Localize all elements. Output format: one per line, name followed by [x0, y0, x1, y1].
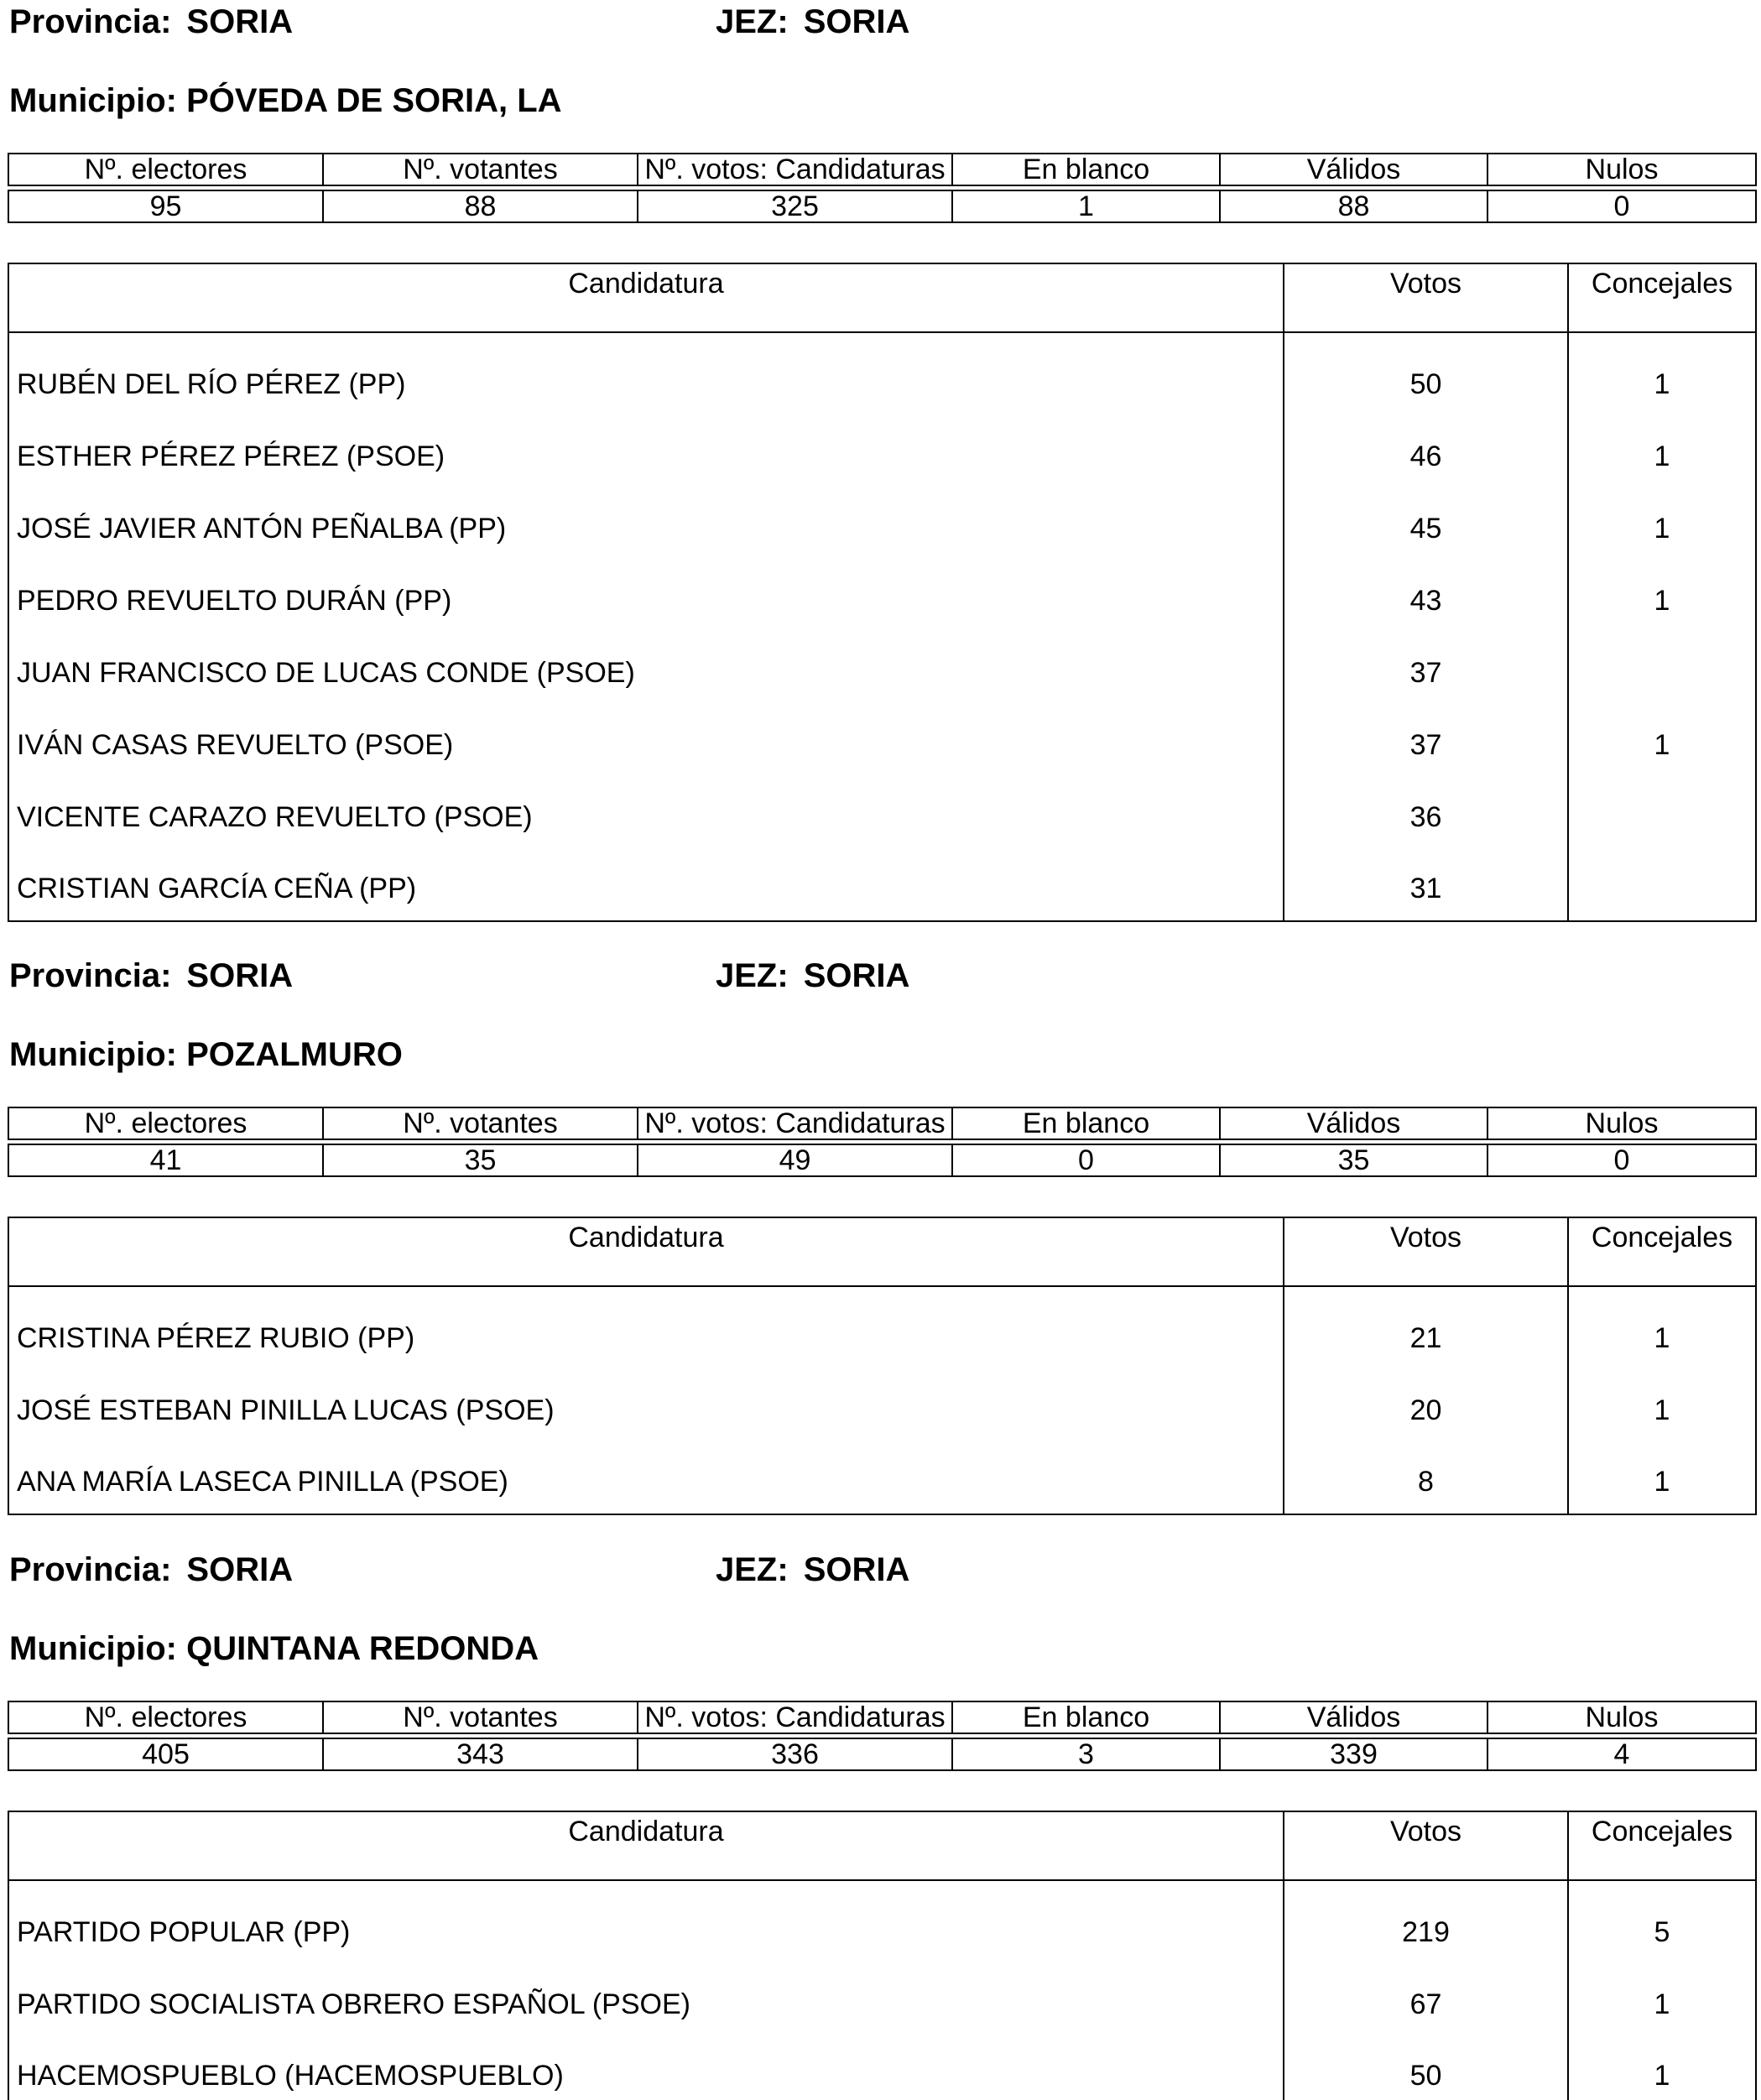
candidatura-header: Candidatura — [8, 1811, 1284, 1880]
votos-header: Votos — [1284, 263, 1568, 332]
candidate-name: ANA MARÍA LASECA PINILLA (PSOE) — [17, 1466, 508, 1498]
stats-value: 41 — [8, 1144, 323, 1176]
stats-header: Nº. electores — [8, 154, 323, 185]
stats-value: 4 — [1487, 1738, 1756, 1770]
candidate-votes: 20 — [1284, 1370, 1568, 1442]
stats-header: Nº. electores — [8, 1107, 323, 1139]
candidate-name: CRISTIAN GARCÍA CEÑA (PP) — [17, 873, 417, 904]
stats-table — [8, 153, 1757, 223]
candidate-row — [8, 633, 1756, 705]
stats-header: Nº. electores — [8, 1701, 323, 1733]
jez-line — [716, 1553, 909, 1587]
candidate-votes: 67 — [1284, 1964, 1568, 2036]
candidate-councillors: 1 — [1568, 2036, 1756, 2100]
stats-header: Nº. votos: Candidaturas — [638, 1107, 952, 1139]
candidate-councillors: 1 — [1568, 332, 1756, 416]
candidate-row — [8, 705, 1756, 777]
stats-value: 0 — [952, 1144, 1220, 1176]
candidate-councillors: 5 — [1568, 1880, 1756, 1964]
stats-value: 95 — [8, 190, 323, 222]
provincia-label: Provincia: — [9, 957, 172, 994]
provincia-line — [9, 1553, 293, 1587]
jez-label: JEZ: — [716, 3, 789, 40]
stats-header: Nº. votantes — [323, 1701, 638, 1733]
stats-value: 35 — [1220, 1144, 1487, 1176]
candidate-row — [8, 849, 1756, 921]
stats-header-row — [8, 1701, 1756, 1733]
candidate-votes: 50 — [1284, 332, 1568, 416]
candidate-name: RUBÉN DEL RÍO PÉREZ (PP) — [17, 368, 406, 400]
stats-header: Nº. votos: Candidaturas — [638, 154, 952, 185]
candidate-row — [8, 488, 1756, 560]
candidate-votes: 21 — [1284, 1286, 1568, 1370]
candidate-row — [8, 560, 1756, 633]
municipio-value: PÓVEDA DE SORIA, LA — [186, 82, 562, 119]
concejales-header: Concejales — [1568, 1811, 1756, 1880]
jez-value: SORIA — [803, 3, 910, 40]
candidate-votes: 50 — [1284, 2036, 1568, 2100]
concejales-header: Concejales — [1568, 1217, 1756, 1286]
jez-label: JEZ: — [716, 1551, 789, 1588]
stats-header: Válidos — [1220, 154, 1487, 185]
stats-value: 339 — [1220, 1738, 1487, 1770]
candidate-councillors — [1568, 777, 1756, 849]
concejales-header: Concejales — [1568, 263, 1756, 332]
stats-header: En blanco — [952, 154, 1220, 185]
candidate-councillors: 1 — [1568, 705, 1756, 777]
candidate-councillors: 1 — [1568, 488, 1756, 560]
candidates-table — [8, 263, 1757, 922]
candidate-votes: 45 — [1284, 488, 1568, 560]
provincia-line — [9, 5, 293, 39]
provincia-value: SORIA — [186, 3, 294, 40]
provincia-value: SORIA — [186, 1551, 294, 1588]
municipio-label: Municipio: — [9, 82, 177, 119]
municipio-value: QUINTANA REDONDA — [186, 1630, 539, 1667]
candidate-councillors — [1568, 849, 1756, 921]
candidate-row — [8, 1370, 1756, 1442]
candidates-header-row — [8, 1811, 1756, 1880]
stats-header: Nulos — [1487, 1107, 1756, 1139]
stats-value: 0 — [1487, 190, 1756, 222]
votos-header: Votos — [1284, 1217, 1568, 1286]
stats-header: Válidos — [1220, 1107, 1487, 1139]
stats-header: En blanco — [952, 1107, 1220, 1139]
candidate-name: ESTHER PÉREZ PÉREZ (PSOE) — [17, 440, 445, 472]
stats-value: 49 — [638, 1144, 952, 1176]
candidate-row — [8, 1964, 1756, 2036]
candidate-votes: 37 — [1284, 705, 1568, 777]
municipio-line — [9, 1038, 403, 1071]
municipio-line — [9, 1632, 539, 1665]
candidate-row — [8, 1880, 1756, 1964]
candidate-votes: 8 — [1284, 1442, 1568, 1514]
candidates-header-row — [8, 263, 1756, 332]
candidate-councillors: 1 — [1568, 1370, 1756, 1442]
stats-header: Nulos — [1487, 154, 1756, 185]
candidate-councillors: 1 — [1568, 416, 1756, 488]
stats-value: 405 — [8, 1738, 323, 1770]
candidate-name: PARTIDO SOCIALISTA OBRERO ESPAÑOL (PSOE) — [17, 1988, 690, 2020]
stats-value: 1 — [952, 190, 1220, 222]
municipio-line — [9, 84, 562, 117]
provincia-label: Provincia: — [9, 1551, 172, 1588]
candidate-row — [8, 416, 1756, 488]
candidate-name: CRISTINA PÉREZ RUBIO (PP) — [17, 1322, 415, 1354]
stats-value: 35 — [323, 1144, 638, 1176]
candidate-name: JUAN FRANCISCO DE LUCAS CONDE (PSOE) — [17, 656, 635, 689]
stats-value: 325 — [638, 190, 952, 222]
candidate-votes: 219 — [1284, 1880, 1568, 1964]
candidate-name: HACEMOSPUEBLO (HACEMOSPUEBLO) — [17, 2060, 564, 2092]
candidates-table — [8, 1217, 1757, 1515]
stats-table — [8, 1107, 1757, 1177]
candidate-name: JOSÉ ESTEBAN PINILLA LUCAS (PSOE) — [17, 1394, 555, 1426]
candidate-votes: 31 — [1284, 849, 1568, 921]
stats-value-row — [8, 1144, 1756, 1176]
stats-value: 0 — [1487, 1144, 1756, 1176]
candidate-name: PARTIDO POPULAR (PP) — [17, 1916, 351, 1948]
candidate-row — [8, 1442, 1756, 1514]
candidate-votes: 46 — [1284, 416, 1568, 488]
candidates-header-row — [8, 1217, 1756, 1286]
jez-line — [716, 5, 909, 39]
candidate-name: IVÁN CASAS REVUELTO (PSOE) — [17, 728, 454, 761]
candidate-row — [8, 2036, 1756, 2100]
jez-line — [716, 959, 909, 993]
candidate-councillors: 1 — [1568, 1442, 1756, 1514]
candidates-table — [8, 1811, 1757, 2100]
candidate-votes: 37 — [1284, 633, 1568, 705]
stats-header: En blanco — [952, 1701, 1220, 1733]
provincia-label: Provincia: — [9, 3, 172, 40]
candidate-row — [8, 1286, 1756, 1370]
provincia-line — [9, 959, 293, 993]
candidate-councillors: 1 — [1568, 1286, 1756, 1370]
stats-value: 336 — [638, 1738, 952, 1770]
stats-value-row — [8, 190, 1756, 222]
candidate-row — [8, 777, 1756, 849]
candidate-councillors: 1 — [1568, 560, 1756, 633]
municipio-value: POZALMURO — [186, 1036, 403, 1073]
votos-header: Votos — [1284, 1811, 1568, 1880]
candidatura-header: Candidatura — [8, 263, 1284, 332]
jez-value: SORIA — [803, 957, 910, 994]
stats-value: 88 — [323, 190, 638, 222]
municipio-label: Municipio: — [9, 1630, 177, 1667]
candidatura-header: Candidatura — [8, 1217, 1284, 1286]
stats-header: Nº. votantes — [323, 154, 638, 185]
candidate-name: PEDRO REVUELTO DURÁN (PP) — [17, 584, 452, 617]
candidate-councillors — [1568, 633, 1756, 705]
stats-header-row — [8, 1107, 1756, 1139]
provincia-value: SORIA — [186, 957, 294, 994]
candidate-votes: 43 — [1284, 560, 1568, 633]
stats-value-row — [8, 1738, 1756, 1770]
municipio-label: Municipio: — [9, 1036, 177, 1073]
stats-value: 88 — [1220, 190, 1487, 222]
jez-value: SORIA — [803, 1551, 910, 1588]
stats-header: Nº. votos: Candidaturas — [638, 1701, 952, 1733]
candidate-councillors: 1 — [1568, 1964, 1756, 2036]
jez-label: JEZ: — [716, 957, 789, 994]
candidate-row — [8, 332, 1756, 416]
stats-header: Válidos — [1220, 1701, 1487, 1733]
stats-header-row — [8, 154, 1756, 185]
stats-value: 343 — [323, 1738, 638, 1770]
stats-table — [8, 1701, 1757, 1771]
stats-header: Nº. votantes — [323, 1107, 638, 1139]
candidate-name: JOSÉ JAVIER ANTÓN PEÑALBA (PP) — [17, 512, 507, 545]
stats-header: Nulos — [1487, 1701, 1756, 1733]
stats-value: 3 — [952, 1738, 1220, 1770]
candidate-votes: 36 — [1284, 777, 1568, 849]
candidate-name: VICENTE CARAZO REVUELTO (PSOE) — [17, 800, 533, 833]
